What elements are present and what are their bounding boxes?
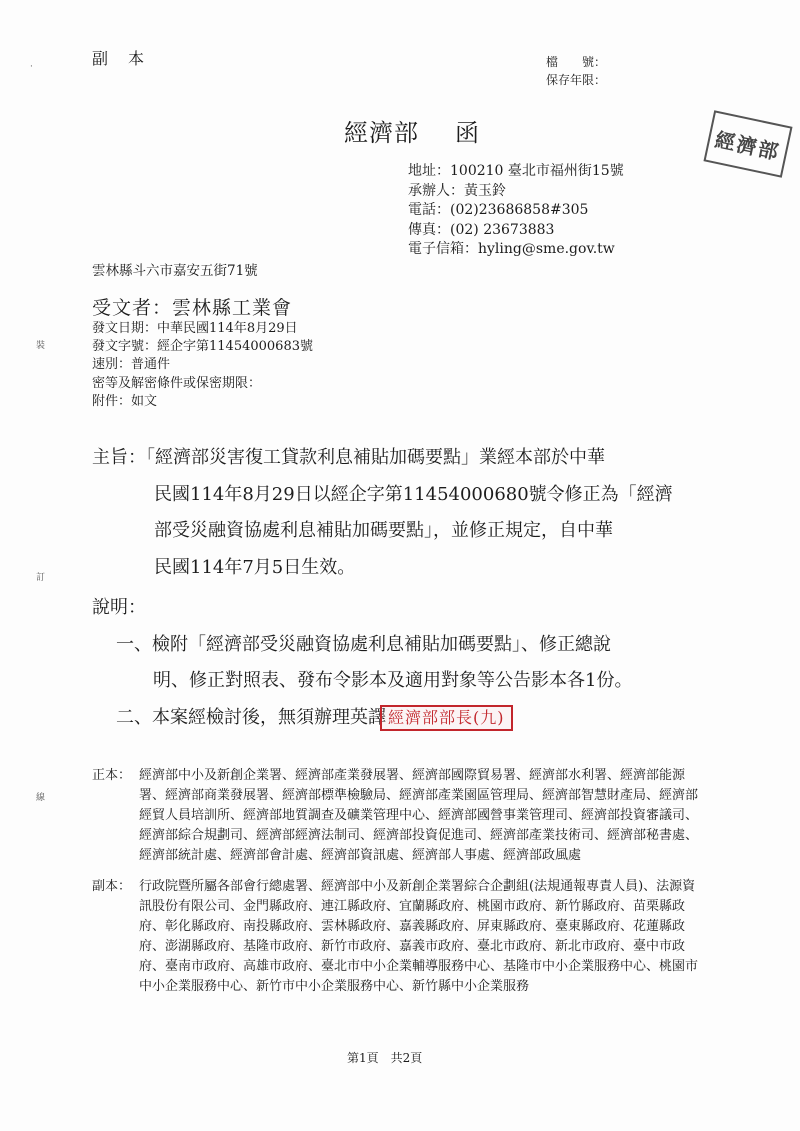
copy-label: 副本 [92,49,165,68]
subject-section [92,440,673,586]
delivery-speed: 速別：普通件 [92,357,171,373]
binding-mark-top: 裝 [36,341,46,351]
binding-mark-middle: 訂 [36,573,46,583]
recipient-address: 雲林縣斗六市嘉安五街71號 [92,263,258,279]
contact-fax: 傳真：(02) 23673883 [408,221,555,238]
distribution-copy-list: 行政院暨所屬各部會行總處署、經濟部中小及新創企業署綜合企劃組(法規通報專責人員)、法源資訊股份有限公司、金門縣政府、連江縣政府、宜蘭縣政府、桃園市政府、新竹縣政府、苗栗縣政府、彰化縣政府、南投縣政府、雲林縣政府、嘉義縣政府、屏東縣政府、臺東縣政府、花蓮縣政府、澎湖縣政府、基隆市政府、新竹市政府、嘉義市政府、臺北市政府、新北市政府、臺中市政府、臺南市政府、高雄市政府、臺北市中小企業輔導服務中心、基隆市中小企業服務中心、桃園市中小企業服務中心、新竹市中小企業服務中心、新竹縣中小企業服務 [139,879,699,994]
contact-email: 電子信箱：hyling@sme.gov.tw [408,241,615,257]
contact-phone: 電話：(02)23686858#305 [408,202,589,218]
contact-address: 地址：100210 臺北市福州街15號 [408,163,624,179]
page-number: 第1頁 共2頁 [347,1051,423,1065]
explanation-item: 一、檢附「經濟部受災融資協處利息補貼加碼要點」、修正總說 [116,633,611,655]
recipient: 受文者：雲林縣工業會 [92,297,293,319]
explanation-item [92,700,632,737]
issue-date: 發文日期：中華民國114年8月29日 [92,321,298,336]
official-seal: 經濟部部長(九) [380,705,513,731]
subject-line: 民國114年8月29日以經企字第11454000680號令修正為「經濟 [154,483,673,505]
distribution-main-label: 正本： [92,768,132,783]
explanation-section [92,590,632,736]
document-title [344,113,480,148]
subject-line: 部受災融資協處利息補貼加碼要點」，並修正規定，自中華 [154,520,613,541]
distribution-main [92,766,702,866]
retention-period-label: 保存年限： [546,73,607,87]
agency-stamp-text: 經濟部 [712,126,783,165]
binding-mark-bottom: 線 [36,793,46,803]
explanation-label: 說明： [92,597,146,618]
distribution-main-list: 經濟部中小及新創企業署、經濟部產業發展署、經濟部國際貿易署、經濟部水利署、經濟部能源署、經濟部商業發展署、經濟部標準檢驗局、經濟部產業園區管理局、經濟部智慧財產局、經濟部經貿人員培訓所、經濟部地質調查及礦業管理中心、經濟部國營事業管理司、經濟部投資審議司、經濟部綜合規劃司、經濟部經濟法制司、經濟部投資促進司、經濟部產業技術司、經濟部秘書處、經濟部統計處、經濟部會計處、經濟部資訊處、經濟部人事處、經濟部政風處 [139,768,699,863]
document-meta [92,320,313,411]
explanation-item: 明、修正對照表、發布令影本及適用對象等公告影本各1份。 [153,670,633,691]
document-number: 發文字號：經企字第11454000683號 [92,339,313,355]
attachment: 附件：如文 [92,393,158,409]
contact-person: 承辦人：黃玉鈴 [408,182,506,199]
contact-block [408,162,624,260]
secrecy-level: 密等及解密條件或保密期限： [92,375,262,391]
distribution-copy-label: 副本： [92,879,132,894]
scan-mark: · [30,62,33,72]
agency-stamp [703,110,792,177]
explanation-item-text: 二、本案經檢討後，無須辦理英譯 [116,706,386,728]
title-type: 函 [455,119,480,147]
subject-line: 民國114年7月5日生效。 [154,556,356,578]
distribution-copy [92,877,702,997]
subject-line: 主旨：「經濟部災害復工貸款利息補貼加碼要點」業經本部於中華 [92,447,605,468]
title-agency: 經濟部 [344,119,419,147]
file-number-label: 檔 號： [546,55,607,69]
